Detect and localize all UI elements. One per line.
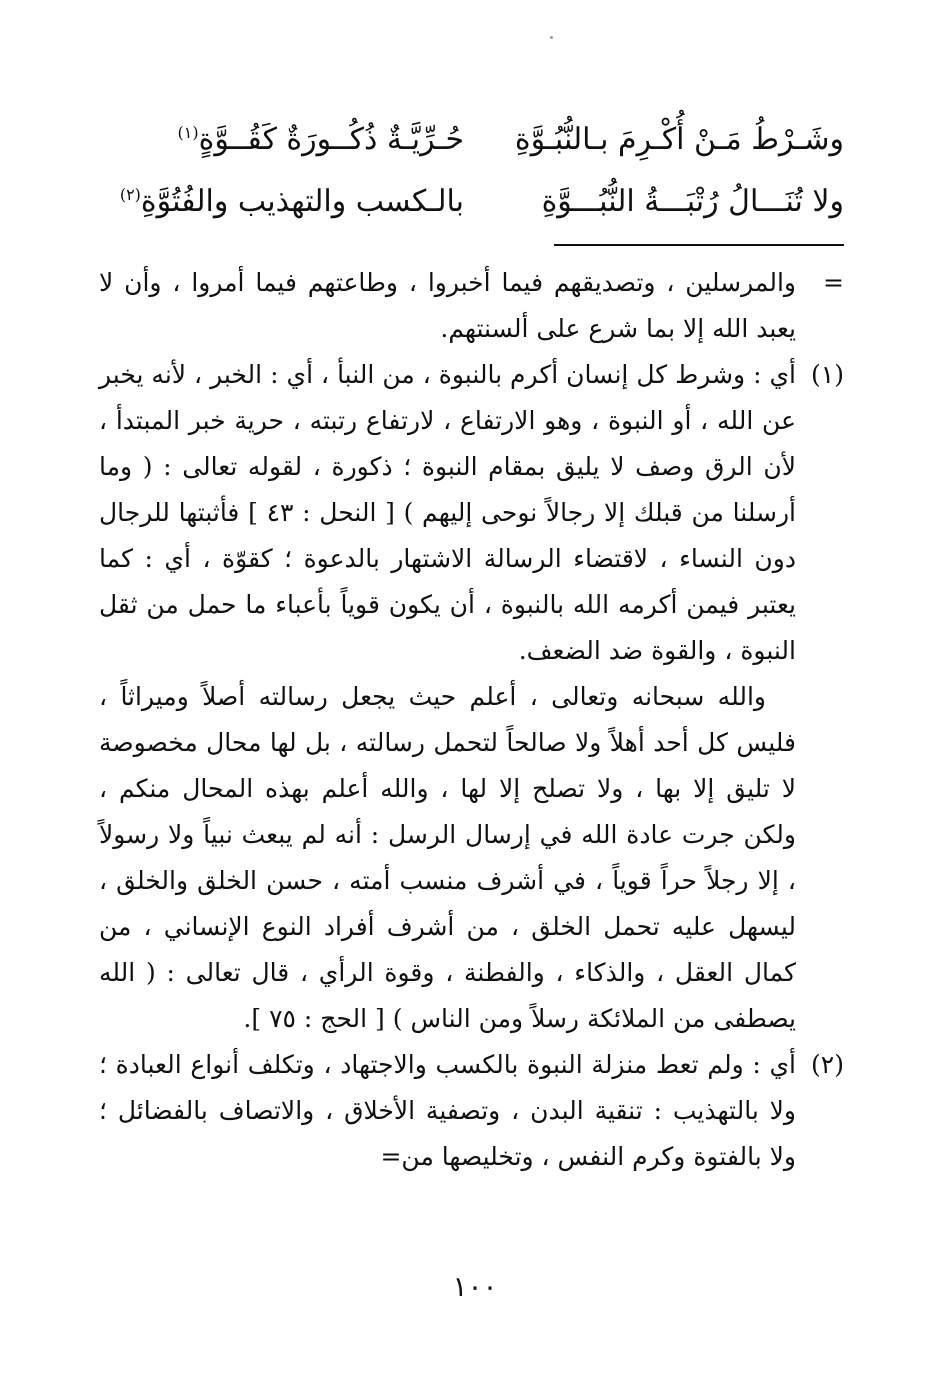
footnote-ref-1[interactable]: (١): [177, 123, 199, 142]
verse-line-1: [104, 112, 844, 168]
footnote-2: [99, 1042, 844, 1180]
footnote-ref-2[interactable]: (٢): [119, 185, 141, 204]
note-paragraph: أي : وشرط كل إنسان أكرم بالنبوة ، من النبأ ، أي : الخبر ، لأنه يخبر عن الله ، أو النبوة ، وهو الارتفاع ، لارتفاع رتبته ، حرية خبر المبتدأ ، لأن الرق وصف لا يليق بمقام النبوة ؛ ذكورة ، لقوله تعالى : ( وما أرسلنا من قبلك إلا رجالاً نوحى إليهم ) [ النحل : ٤٣ ] فأثبتها للرجال دون النساء ، لاقتضاء الرسالة الاشتهار بالدعوة ؛ كقوّة ، أي : كما يعتبر فيمن أكرمه الله بالنبوة ، أن يكون قوياً بأعباء ما حمل من ثقل النبوة ، والقوة ضد الضعف.: [99, 360, 796, 665]
note-paragraph: والله سبحانه وتعالى ، أعلم حيث يجعل رسالته أصلاً وميراثاً ، فليس كل أحد أهلاً ولا صالحاً لتحمل رسالته ، بل لها محال مخصوصة لا تليق إلا بها ، ولا تصلح إلا لها ، والله أعلم بهذه المحال منكم ، ولكن جرت عادة الله في إرسال الرسل : أنه لم يبعث نبياً ولا رسولاً ، إلا رجلاً حراً قوياً ، في أشرف منسب أمته ، حسن الخلق والخلق ، ليسهل عليه تحمل الخلق ، من أشرف أفراد النوع الإنساني ، من كمال العقل ، والذكاء ، والفطنة ، وقوة الرأي ، قال تعالى : ( الله يصطفى من الملائكة رسلاً ومن الناس ) [ الحج : ٧٥ ].: [99, 682, 796, 1033]
note-marker: (١): [811, 360, 844, 389]
printing-dot: [550, 36, 553, 39]
verse-2-second-hemistich: [104, 174, 464, 230]
note-paragraph: أي : ولم تعط منزلة النبوة بالكسب والاجتهاد ، وتكلف أنواع العبادة ؛ ولا بالتهذيب : تنقية البدن ، وتصفية الأخلاق ، والاتصاف بالفضائل ؛ ولا بالفتوة وكرم النفس ، وتخليصها من=: [99, 1050, 796, 1171]
footnote-separator: [554, 244, 844, 246]
page-number: ١٠٠: [452, 1270, 498, 1303]
verse-1-first-hemistich: وشَـرْطُ مَـنْ أُكْـرِمَ بـالنُّبُـوَّةِ: [514, 122, 844, 157]
note-paragraph: والمرسلين ، وتصديقهم فيما أخبروا ، وطاعتهم فيما أمروا ، وأن لا يعبد الله إلا بما شرع على ألسنتهم.: [99, 268, 796, 343]
verse-1-second-text: حُـرِّيَّـةٌ ذُكُــورَةٌ كَقُــوَّةٍ: [198, 122, 464, 157]
verse-1-second-hemistich: [104, 112, 464, 168]
verse-2-second-text: بالـكسب والتهذيب والفُتُوَّةِ: [140, 184, 464, 219]
footnote-1: [99, 352, 844, 1042]
note-marker: =: [823, 268, 844, 297]
verse-2-first-hemistich: ولا تُنَـــالُ رُتْبَـــةُ النُّبُـــوَّةِ: [541, 184, 844, 219]
verse-line-2: [104, 174, 844, 230]
footnotes: [99, 260, 844, 1180]
note-marker: (٢): [811, 1050, 844, 1079]
footnote-continuation: [99, 260, 844, 352]
